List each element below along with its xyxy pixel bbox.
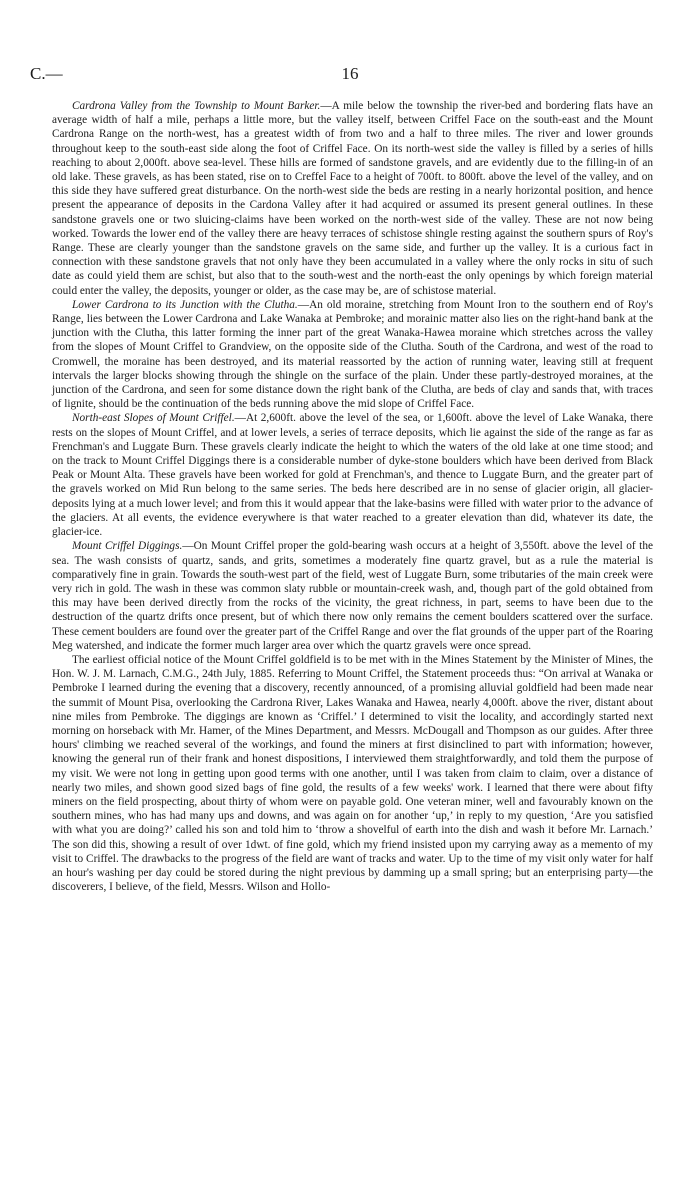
document-reference: C.— — [30, 64, 63, 83]
paragraph-text: The earliest official notice of the Mount Criffel goldfield is to be met with in the Mines Statement by the Minister of Mines, the Hon. W. J. M. Larnach, C.M.G., 24th July, 1885. Referring to Mount Criffel, the Statement proceeds thus: “On arrival at Wanaka or Pembroke I learned during the evening that a discovery, recently announced, of a promising alluvial goldfield had been made near the summit of Mount Pisa, overlooking the Cardrona River, Lakes Wanaka and Hawea, nearly 4,000ft. above the river, distant about nine miles from Pembroke. The diggings are known as ‘Criffel.’ I determined to visit the locality, and accordingly started next morning on horseback with Mr. Hamer, of the Mines Department, and Messrs. McDougall and Thompson as our guides. After three hours' climbing we reached several of the workings, and found the miners at first disinclined to part with information; however, knowing the general run of their frank and honest dispositions, I interviewed them straightforwardly, and told them the purpose of my visit. We were not long in getting upon good terms with one another, until I was taken from claim to claim, over a distance of nearly two miles, and shown good sized bags of fine gold, the results of a few weeks' work. I learned that there were about fifty miners on the field prospecting, about thirty of whom were on payable gold. One veteran miner, well and favourably known on the southern mines, who has had many ups and downs, and was again on for another ‘up,’ in reply to my question, ‘Are you satisfied with what you are doing?’ called his son and told him to ‘throw a shovelful of earth into the dish and wash it before Mr. Larnach.’ The son did this, showing a result of over 1dwt. of fine gold, which my friend insisted upon my carrying away as a memento of my visit to Criffel. The drawbacks to the progress of the field are want of tracks and water. Up to the time of my visit only water for half an hour's washing per day could be stored during the night previous by damming up a small spring; but an enterprising party—the discoverers, I believe, of the field, Messrs. Wilson and Hollo- — [52, 653, 653, 894]
page-number: 16 — [341, 64, 359, 83]
page-header — [30, 64, 670, 88]
section-heading: Mount Criffel Diggings. — [72, 540, 183, 553]
paragraph-cardrona-valley — [52, 99, 653, 298]
section-heading: North-east Slopes of Mount Criffel. — [72, 412, 235, 425]
paragraph-text: —An old moraine, stretching from Mount Iron to the southern end of Roy's Range, lies between the Lower Cardrona and Lake Wanaka at Pembroke; and morainic matter also lies on the right-hand bank at the junction with the Clutha, this latter forming the inner part of the great Wanaka-Hawea moraine which stretches across the valley from the slopes of Mount Criffel to Grandview, on the opposite side of the Clutha. South of the Cardrona, and west of the road to Cromwell, the moraine has been destroyed, and its material reassorted by the action of running water, leaving still at frequent intervals the larger blocks showing through the shingle on the surface of the plain. Under these partly-destroyed moraines, at the junction of the Cardrona, and seen for some distance down the right bank of the Clutha, are beds of clay and sands that, with traces of lignite, should be the continuation of the beds running above the mid slope of Criffel Face. — [52, 298, 653, 411]
paragraph-lower-cardrona — [52, 298, 653, 412]
section-heading: Cardrona Valley from the Township to Mount Barker. — [72, 100, 321, 112]
paragraph-criffel-diggings — [52, 539, 653, 653]
section-heading: Lower Cardrona to its Junction with the Clutha. — [72, 298, 298, 311]
paragraph-text: —On Mount Criffel proper the gold-bearing wash occurs at a height of 3,550ft. above the level of the sea. The wash consists of quartz, sands, and grits, sometimes a moderately fine quartz gravel, but as a rule the material is comparatively fine in grain. Towards the south-west part of the field, west of Luggate Burn, some tributaries of the main creek were very rich in gold. The wash in these was common slaty rubble or mountain-creek wash, and, though part of the gold obtained from this may have been derived directly from the rocks of the vicinity, the great richness, in part, seems to have been due to the destruction of the quartz drifts once present, but of which there now only remains the cement boulders scattered over the surface. These cement boulders are found over the greater part of the Criffel Range and over the flat grounds of the upper part of the Roaring Meg watershed, and indicate the former much larger area over which the quartz gravels were once spread. — [52, 540, 653, 652]
paragraph-text: —A mile below the township the river-bed and bordering flats have an average width of half a mile, perhaps a little more, but the valley itself, between Criffel Face on the south-east and the Mount Cardrona Range on the north-west, has a greatest width of from two and a half to three miles. The river and lower grounds throughout keep to the south-east side along the foot of Criffel Face. On its north-west side the valley is filled by a series of hills reaching to about 2,000ft. above sea-level. These hills are formed of sandstone gravels, and are evidently due to the filling-in of an old lake. These gravels, as has been stated, rise on to Creffel Face to a height of 700ft. to 800ft. above the level of the valley, and on this side they have suffered great disturbance. On the north-west side the beds are resting in a nearly horizontal position, and hence present the appearance of deposits in the Cardona Valley after it had acquired or assumed its present general outlines. In these sandstone gravels one or two sluicing-claims have been worked on the north-west side of the valley. These are not now being worked. Towards the lower end of the valley there are heavy terraces of schistose shingle resting against the southern spurs of Roy's Range. These are clearly younger than the sandstone gravels on the same side, and further up the valley. It is a curious fact in connection with these sandstone gravels that not only have they been accumulated in a valley where the only rocks in situ of such date as could yield them are schist, but also that to the south-west and the north-east the only openings by which foreign material could enter the valley, the deposits, younger or older, as the case may be, are of schistose material. — [52, 100, 653, 297]
body-text — [52, 99, 653, 894]
paragraph-official-notice — [52, 653, 653, 894]
paragraph-text: —At 2,600ft. above the level of the sea, or 1,600ft. above the level of Lake Wanaka, there rests on the slopes of Mount Criffel, and at lower levels, a series of terrace deposits, which lie against the side of the range as far as Frenchman's and Luggate Burn. These gravels clearly indicate the height to which the waters of the old lake at one time stood; and on the track to Mount Criffel Diggings there is a considerable number of dyke-stone boulders which have been derived from Black Peak or Mount Alta. These gravels have been worked for gold at Frenchman's, and thence to Luggate Burn, and the greater part of the gravels worked on Mid Run belong to the same series. The beds here described are in no sense of glacier origin, all glacier-deposits lying at a much lower level; and from this it would appear that the lake-basins were filled with water prior to the advance of the glaciers. At all events, the evidence everywhere is that water reached to a greater elevation than did, whatever its date, the glacier-ice. — [52, 412, 653, 539]
paragraph-north-east-slopes — [52, 411, 653, 539]
